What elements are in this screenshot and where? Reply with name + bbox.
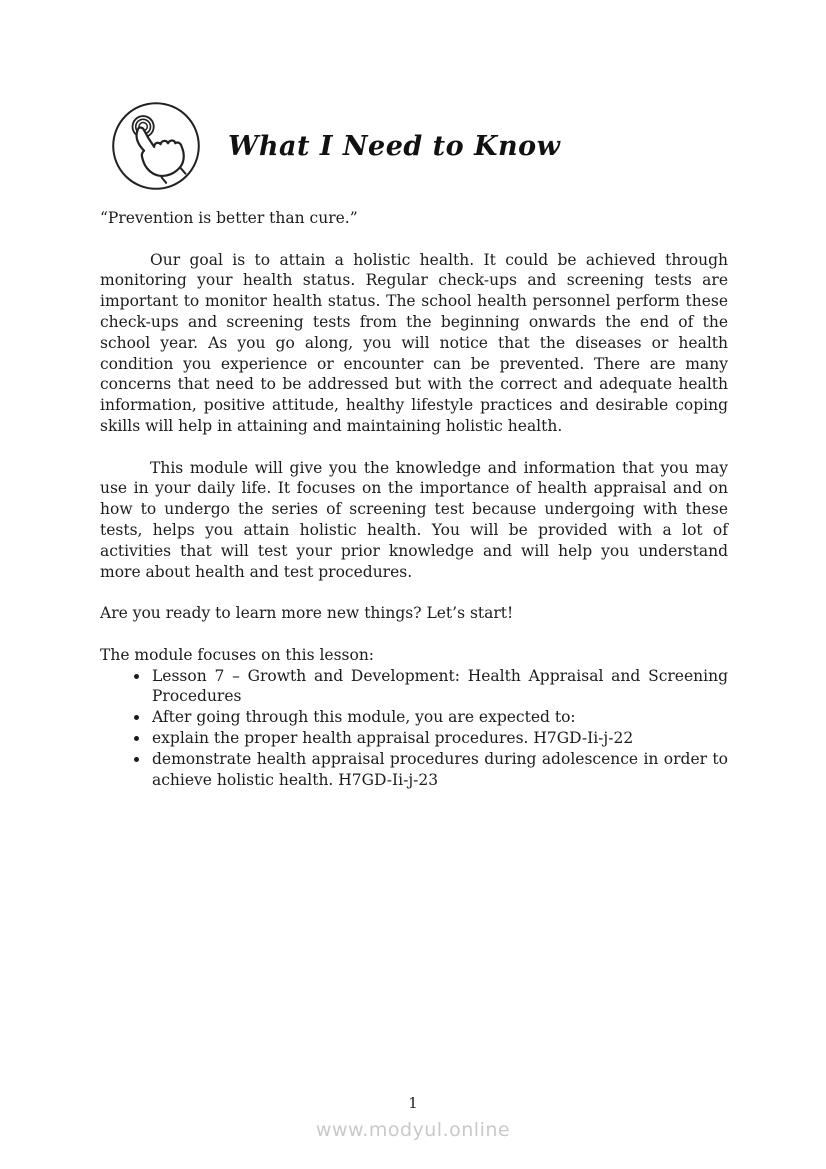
list-item: • Lesson 7 – Growth and Development: Health Appraisal and Screening Procedures [150, 666, 728, 708]
watermark: www.modyul.online [315, 1119, 511, 1141]
ready-line: Are you ready to learn more new things? Let’s start! [100, 604, 514, 623]
paragraph: This module will give you the knowledge and information that you may use in your daily life. It focuses on the importance of health appraisal and on how to undergo the series of screening test because undergoing with these tests, helps you attain holistic health. You will be provided with a lot of activities that will test your prior knowledge and will help you understand more about health and test procedures. [100, 458, 728, 581]
page-title: What I Need to Know [228, 130, 561, 162]
section-header [100, 100, 728, 192]
page-number: 1 [408, 1094, 418, 1112]
page-content [100, 0, 728, 790]
quote-line: “Prevention is better than cure.” [100, 209, 358, 227]
lesson-intro: The module focuses on this lesson: [100, 645, 375, 664]
paragraph: Our goal is to attain a holistic health. It could be achieved through monitoring your health status. Regular check-ups and screening tests are important to monitor health status. The school health personnel perform these check-ups and screening tests from the beginning onwards the end of the school year. As you go along, you will notice that the diseases or health condition you experience or encounter can be prevented. There are many concerns that need to be addressed but with the correct and adequate health information, positive attitude, healthy lifestyle practices and desirable coping skills will help in attaining and maintaining holistic health. [100, 250, 728, 435]
lesson-list [100, 666, 728, 791]
list-item: • After going through this module, you are expected to: [150, 707, 728, 728]
list-item: • explain the proper health appraisal procedures. H7GD-Ii-j-22 [150, 728, 728, 749]
list-item: • demonstrate health appraisal procedures during adolescence in order to achieve holistic health. H7GD-Ii-j-23 [150, 749, 728, 791]
touch-hand-icon [110, 100, 202, 192]
